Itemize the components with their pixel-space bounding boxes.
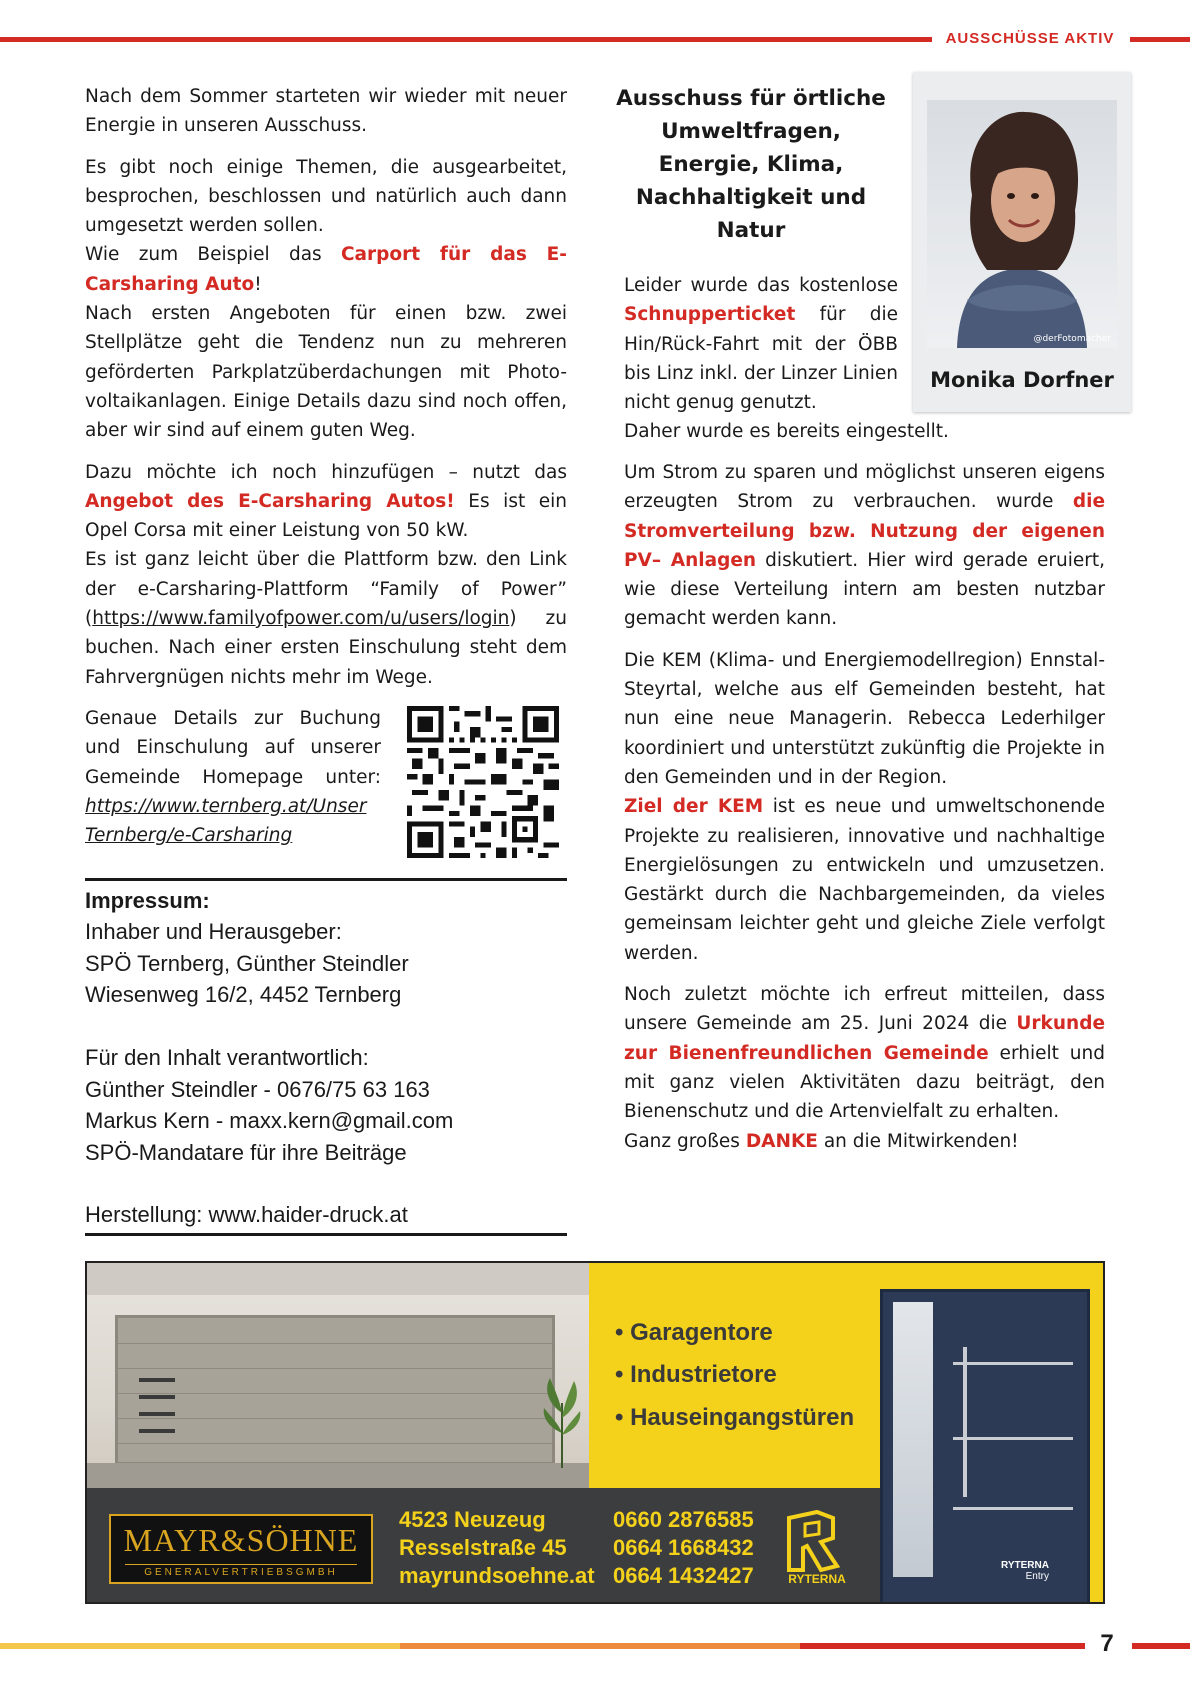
paragraph-carsharing: Dazu möchte ich noch hinzufügen – nutzt das Angebot des E-Carsharing Autos! Es ist ein Opel Corsa mit einer Leistung von 50 kW. Es ist ganz leicht über die Plattform bzw. den Link der e-Carsharing-Plattform “Family of Power” (https://www.familyofpower.com/u/users/login) zu buchen. Nach einer ersten Einschulung steht dem Fahrvergnügen nichts mehr im Wege. bbox=[85, 461, 568, 688]
herstellung-rule bbox=[85, 1233, 567, 1236]
ad-bullet: • Industrietore bbox=[615, 1361, 777, 1388]
left-column bbox=[85, 82, 567, 1168]
ryterna-r-icon bbox=[777, 1508, 857, 1576]
paragraph-intro: Nach dem Sommer starteten wir wieder mit neuer Energie in unseren Ausschuss. bbox=[85, 86, 567, 137]
urkunde-highlight: Urkunde zur Bienenfreundlichen Gemeinde bbox=[624, 1013, 1105, 1064]
ad-bullet: • Garagentore bbox=[615, 1319, 773, 1346]
qr-description: Genaue Details zur Buchung und Einschulung auf unserer Gemeinde Homepage unter: https://www.ternberg.at/Unser Ternberg/e-Carsharing bbox=[85, 707, 381, 847]
carsharing-highlight: Angebot des E-Carsharing Autos! bbox=[85, 490, 455, 512]
photo-caption: Monika Dorfner bbox=[930, 368, 1114, 392]
impressum bbox=[85, 885, 567, 1169]
footer-band-yellow bbox=[0, 1643, 400, 1649]
ad-phones: 0660 2876585 0664 1668432 0664 1432427 bbox=[613, 1507, 754, 1588]
ad-bullet: • Hauseingangstüren bbox=[615, 1404, 855, 1431]
stromverteilung-highlight: die Stromverteilung bzw. Nutzung der eigenen PV– Anlagen bbox=[624, 491, 1105, 571]
footer-band-red-right bbox=[1132, 1643, 1190, 1649]
ryterna-logo bbox=[777, 1508, 857, 1588]
paragraph-themes: Es gibt noch einige Themen, die ausgearbeitet, besprochen, beschlossen und natürlich auch dann umgesetzt werden sollen. Wie zum Beispiel das Carport für das E-Carsharing Auto! Nach ersten Angeboten für einen bzw. zwei Stellplätze geht die Tendenz nun zu mehreren geförderten Parkplatzüberdachungen mit Photo-voltaikanlagen. Einige Details dazu sind noch offen, aber wir sind auf einem guten Weg. bbox=[85, 156, 567, 442]
ad-contact-bar bbox=[87, 1488, 880, 1604]
impressum-line: Für den Inhalt verantwortlich: bbox=[85, 1045, 369, 1071]
impressum-line: Wiesenweg 16/2, 4452 Ternberg bbox=[85, 982, 402, 1008]
section-label: AUSSCHÜSSE AKTIV bbox=[945, 30, 1115, 47]
impressum-rule bbox=[85, 878, 567, 881]
impressum-line: Inhaber und Herausgeber: bbox=[85, 919, 342, 945]
right-column-body bbox=[624, 458, 1105, 1168]
impressum-line: Markus Kern - maxx.kern@gmail.com bbox=[85, 1108, 454, 1134]
paragraph-strom: Um Strom zu sparen und möglichst unseren eigens erzeugten Strom zu verbrauchen. wurde die Stromverteilung bzw. Nutzung der eigenen PV– Anlagen diskutiert. Hier wird gerade eruiert, wie diese Verteilung intern am besten nutzbar gemacht werden kann. bbox=[624, 462, 1106, 630]
paragraph-bienen: Noch zuletzt möchte ich erfreut mitteilen, dass unsere Gemeinde am 25. Juni 2024 die Urkunde zur Bienenfreundlichen Gemeinde erhielt und mit ganz vielen Aktivitäten dazu beiträgt, den Bienenschutz und die Artenvielfalt zu erhalten. Ganz großes DANKE an die Mitwirkenden! bbox=[624, 984, 1105, 1152]
schnupperticket-highlight: Schnupperticket bbox=[624, 304, 796, 326]
footer-band-orange bbox=[400, 1643, 800, 1649]
impressum-line: Günther Steindler - 0676/75 63 163 bbox=[85, 1076, 430, 1102]
ad-address: 4523 Neuzeug Resselstraße 45 mayrundsoehne.at bbox=[399, 1507, 595, 1588]
impressum-spacer bbox=[85, 1011, 567, 1043]
paragraph-kem: Die KEM (Klima- und Energiemodellregion) Ennstal-Steyrtal, welche aus elf Gemeinden besteht, hat nun eine neue Managerin. Rebecca Lederhilger koordiniert und unterstützt zukünftig die Projekte in den Gemeinden und in der Region. Ziel der KEM ist es neue und umweltschonende Projekte zu realisieren, innovative und nachhaltige Energielösungen zu entwickeln und umzusetzen. Gestärkt durch die Nachbargemeinden, da vieles gemeinsam leichter geht und gleiche Ziele verfolgt werden. bbox=[624, 649, 1106, 964]
right-paragraph-ticket-end: Daher wurde es bereits eingestellt. bbox=[624, 421, 949, 442]
impressum-line: SPÖ Ternberg, Günther Steindler bbox=[85, 950, 409, 976]
photo-credit: @derFotomacher bbox=[1033, 334, 1111, 344]
page-number: 7 bbox=[1100, 1630, 1114, 1657]
advertisement-mayr-soehne[interactable] bbox=[85, 1261, 1105, 1604]
qr-block bbox=[85, 704, 567, 866]
qr-code-icon[interactable] bbox=[407, 706, 559, 858]
familyofpower-link[interactable]: https://www.familyofpower.com/u/users/login bbox=[92, 608, 510, 630]
portrait-illustration bbox=[927, 100, 1117, 348]
portrait-photo bbox=[927, 100, 1117, 348]
plant-icon bbox=[542, 1373, 582, 1468]
ternberg-link[interactable]: https://www.ternberg.at/Unser Ternberg/e-Carsharing bbox=[85, 795, 367, 847]
herstellung: Herstellung: www.haider-druck.at bbox=[85, 1202, 408, 1227]
ad-entrance-door bbox=[880, 1289, 1090, 1604]
kem-highlight: Ziel der KEM bbox=[624, 796, 764, 818]
header-rule-right bbox=[1130, 37, 1190, 42]
mayr-soehne-logo: MAYR&SÖHNE GENERALVERTRIEBSGMBH bbox=[109, 1514, 373, 1584]
ryterna-brand: RYTERNA bbox=[788, 1572, 846, 1586]
garage-door bbox=[115, 1315, 555, 1465]
impressum-line: SPÖ-Mandatare für ihre Beiträge bbox=[85, 1139, 407, 1165]
carport-highlight: Carport für das E-Carsharing Auto bbox=[85, 244, 567, 295]
door-handle-icon bbox=[963, 1347, 967, 1497]
ad-garage-image bbox=[87, 1263, 589, 1488]
portrait-card bbox=[913, 72, 1131, 412]
right-paragraph-ticket: Leider wurde das kostenlose Schnupperticket für die Hin/Rück-Fahrt mit der ÖBB bis Linz inkl. der Linzer Linien nicht genug genutzt. bbox=[624, 275, 898, 414]
danke-highlight: DANKE bbox=[745, 1130, 818, 1152]
ad-website[interactable]: mayrundsoehne.at bbox=[399, 1563, 595, 1588]
footer-band-red bbox=[800, 1643, 1085, 1649]
impressum-heading: Impressum: bbox=[85, 887, 210, 913]
committee-title: Ausschuss für örtliche Umweltfragen, Energie, Klima, Nachhaltigkeit und Natur bbox=[616, 86, 886, 243]
header-rule-left bbox=[0, 37, 932, 42]
door-brand: RYTERNA Entry bbox=[1001, 1560, 1049, 1582]
